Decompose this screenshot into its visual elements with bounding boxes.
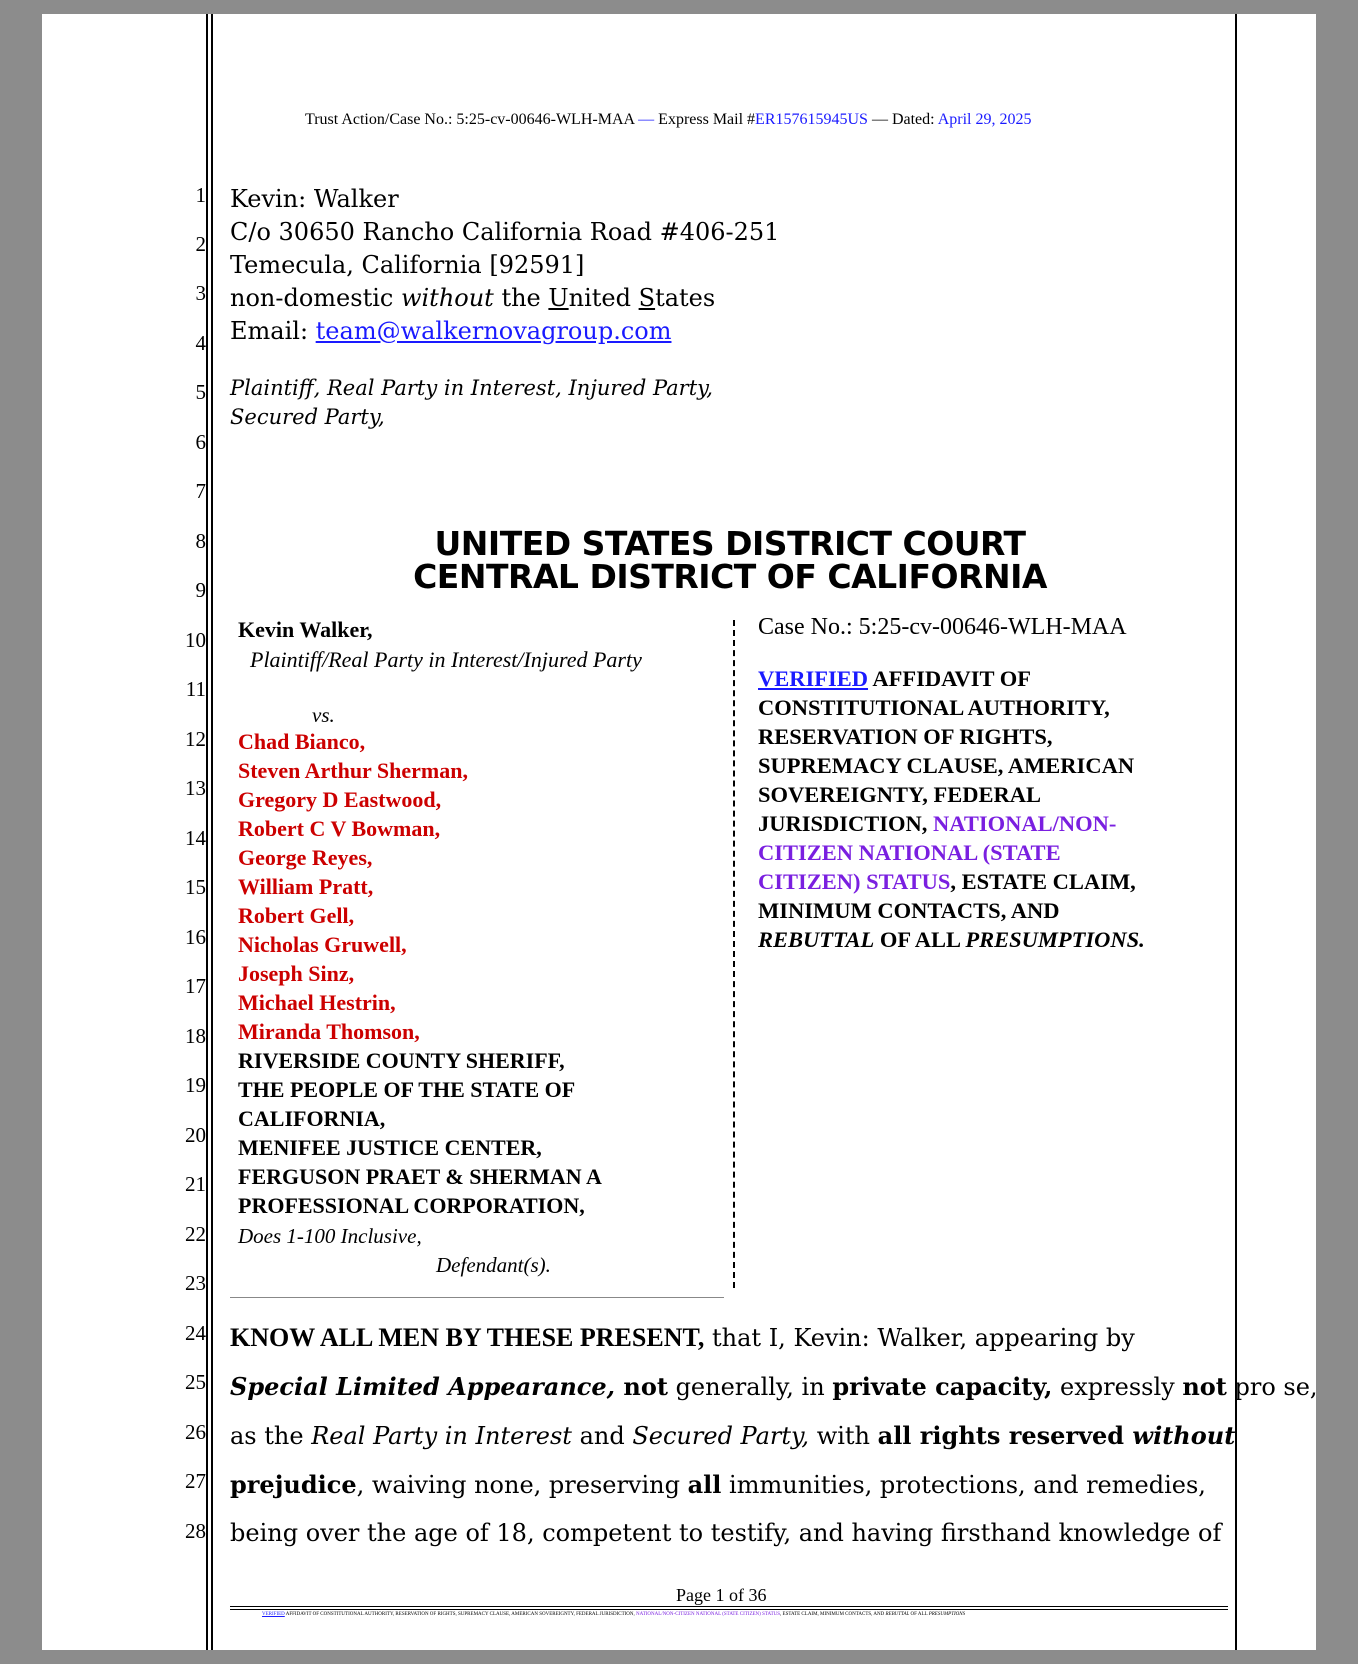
title-line: CITIZEN NATIONAL (STATE xyxy=(758,840,1061,865)
body-bold-italic: Special Limited Appearance, xyxy=(230,1372,616,1401)
title-line xyxy=(758,869,1136,895)
title-line: MINIMUM CONTACTS, AND xyxy=(758,898,1060,923)
status-text: the xyxy=(493,284,549,312)
footer-text: , ESTATE CLAIM, MINIMUM CONTACTS, AND xyxy=(780,1612,886,1617)
title-line: RESERVATION OF RIGHTS, xyxy=(758,724,1053,749)
title-text: PRESUMPTIONS. xyxy=(965,927,1145,952)
caption-plaintiff-role: Plaintiff/Real Party in Interest/Injured Party xyxy=(250,647,642,672)
footer-text: PRESUMPTIONS xyxy=(928,1612,966,1617)
body-bold-italic: without xyxy=(1124,1421,1236,1450)
body-italic: Real Party in Interest xyxy=(311,1422,572,1450)
defendant-entity: PROFESSIONAL CORPORATION, xyxy=(238,1193,585,1218)
title-status-text: CITIZEN) STATUS xyxy=(758,869,951,894)
body-line-28: being over the age of 18, competent to testify, and having firsthand knowledge of xyxy=(230,1519,1222,1547)
address-street: C/o 30650 Rancho California Road #406-251 xyxy=(230,218,780,246)
footer-rule xyxy=(230,1609,1228,1610)
line-number: 22 xyxy=(185,1222,206,1246)
status-U: U xyxy=(548,284,569,312)
line-number: 7 xyxy=(195,479,206,503)
defendant-name: Miranda Thomson, xyxy=(238,1019,420,1044)
title-text: REBUTTAL xyxy=(758,927,875,952)
defendant-name: Chad Bianco, xyxy=(238,729,366,754)
line-number: 6 xyxy=(195,430,206,454)
defendant-entity: FERGUSON PRAET & SHERMAN A xyxy=(238,1164,602,1189)
court-name: UNITED STATES DISTRICT COURT xyxy=(434,524,1026,563)
footer-verified: VERIFIED xyxy=(262,1612,285,1617)
status-S: S xyxy=(638,284,656,312)
header-mail-label: Express Mail # xyxy=(658,111,756,128)
body-text-run: as the xyxy=(230,1422,312,1450)
page-header xyxy=(305,111,1032,129)
body-line-27 xyxy=(230,1470,1206,1499)
left-margin-rule-outer xyxy=(206,14,208,1650)
line-number: 17 xyxy=(185,974,206,998)
line-number: 20 xyxy=(185,1123,206,1147)
body-line-24 xyxy=(230,1323,1135,1353)
right-margin-rule xyxy=(1235,14,1237,1650)
line-number: 18 xyxy=(185,1024,206,1048)
body-text-run: with xyxy=(809,1422,878,1450)
line-number: 4 xyxy=(195,331,206,355)
defendant-entity: MENIFEE JUSTICE CENTER, xyxy=(238,1135,542,1160)
defendant-name: Gregory D Eastwood, xyxy=(238,787,442,812)
line-number: 13 xyxy=(185,776,206,800)
line-number: 12 xyxy=(185,727,206,751)
body-text-run: , waiving none, preserving xyxy=(356,1471,688,1499)
defendant-entity: CALIFORNIA, xyxy=(238,1106,386,1131)
line-number: 5 xyxy=(195,380,206,404)
caption-divider xyxy=(733,620,735,1288)
line-number: 16 xyxy=(185,925,206,949)
header-dated-label: Dated: xyxy=(891,111,938,128)
body-bold: KNOW ALL MEN BY THESE PRESENT, xyxy=(230,1323,705,1352)
footer-text: OF ALL xyxy=(909,1612,929,1617)
footer-status: NATIONAL/NON-CITIZEN NATIONAL (STATE CITIZEN) STATUS xyxy=(636,1612,781,1617)
line-number: 11 xyxy=(185,677,206,701)
title-line: SUPREMACY CLAUSE, AMERICAN xyxy=(758,753,1135,778)
line-number: 21 xyxy=(185,1172,206,1196)
email-link[interactable]: team@walkernovagroup.com xyxy=(315,317,672,345)
header-mail-number: ER157615945US xyxy=(755,111,868,128)
line-number: 26 xyxy=(185,1420,206,1444)
defendant-name: Robert Gell, xyxy=(238,903,355,928)
defendant-name: Joseph Sinz, xyxy=(238,961,355,986)
case-number: Case No.: 5:25-cv-00646-WLH-MAA xyxy=(758,614,1127,640)
title-status-text: NATIONAL/NON- xyxy=(933,811,1117,836)
footer-caption xyxy=(262,1612,965,1617)
header-sep: — xyxy=(634,111,659,128)
line-number: 23 xyxy=(185,1271,206,1295)
caption-plaintiff: Kevin Walker, xyxy=(238,617,373,642)
defendant-entity: RIVERSIDE COUNTY SHERIFF, xyxy=(238,1048,565,1073)
line-number: 19 xyxy=(185,1073,206,1097)
body-text-run: pro se, xyxy=(1226,1373,1318,1401)
body-text-run: that I, Kevin: Walker, appearing by xyxy=(704,1324,1135,1352)
body-text-run: generally, in xyxy=(667,1373,833,1401)
line-number: 8 xyxy=(195,529,206,553)
footer-text: AFFIDAVIT OF CONSTITUTIONAL AUTHORITY, RESERVATION OF RIGHTS, SUPREMACY CLAUSE, AMERICAN SOVEREIGNTY, FEDERAL JURISDICTION, xyxy=(284,1612,637,1617)
verified-link[interactable]: VERIFIED xyxy=(758,666,869,691)
address-email xyxy=(230,317,671,345)
body-text-run: immunities, protections, and remedies, xyxy=(721,1471,1206,1499)
line-number: 14 xyxy=(185,826,206,850)
defendant-name: Robert C V Bowman, xyxy=(238,816,441,841)
line-number: 15 xyxy=(185,875,206,899)
email-label: Email: xyxy=(230,317,316,345)
line-number: 9 xyxy=(195,578,206,602)
body-italic: Secured Party, xyxy=(632,1422,810,1450)
header-sep: — xyxy=(867,111,892,128)
party-role-1: Plaintiff, Real Party in Interest, Injured Party, xyxy=(230,376,713,400)
footer-rule xyxy=(230,1606,1228,1607)
defendant-name: Steven Arthur Sherman, xyxy=(238,758,468,783)
body-bold: not xyxy=(1182,1372,1227,1401)
caption-does: Does 1-100 Inclusive, xyxy=(238,1224,422,1248)
defendant-name: William Pratt, xyxy=(238,874,374,899)
line-number: 3 xyxy=(195,281,206,305)
line-number: 1 xyxy=(195,183,206,207)
title-line xyxy=(758,927,1145,953)
title-text: OF ALL xyxy=(874,927,966,952)
caption-vs: vs. xyxy=(312,703,335,727)
status-text: tates xyxy=(655,284,716,312)
caption-defendant-label: Defendant(s). xyxy=(436,1253,551,1277)
title-text: , ESTATE CLAIM, xyxy=(950,869,1136,894)
body-bold: prejudice xyxy=(230,1470,357,1499)
body-text-run: expressly xyxy=(1052,1373,1183,1401)
defendant-name: Nicholas Gruwell, xyxy=(238,932,407,957)
header-case-number: Trust Action/Case No.: 5:25-cv-00646-WLH-MAA xyxy=(305,111,635,128)
court-district: CENTRAL DISTRICT OF CALIFORNIA xyxy=(413,557,1047,596)
address-status xyxy=(230,284,715,312)
line-number: 27 xyxy=(185,1469,206,1493)
address-name: Kevin: Walker xyxy=(230,185,399,213)
title-text: AFFIDAVIT OF xyxy=(868,666,1031,691)
title-line: CONSTITUTIONAL AUTHORITY, xyxy=(758,695,1110,720)
caption-bottom-rule xyxy=(230,1297,724,1298)
line-number: 25 xyxy=(185,1370,206,1394)
defendant-entity: THE PEOPLE OF THE STATE OF xyxy=(238,1077,576,1102)
line-number: 2 xyxy=(195,232,206,256)
address-city: Temecula, California [92591] xyxy=(230,251,585,279)
header-dated-value: April 29, 2025 xyxy=(937,111,1032,128)
line-number: 10 xyxy=(185,628,206,652)
body-bold: private capacity, xyxy=(832,1372,1053,1401)
body-text-run: and xyxy=(571,1422,633,1450)
line-number: 28 xyxy=(185,1519,206,1543)
left-margin-rule-inner xyxy=(211,14,213,1650)
body-bold: all rights reserved xyxy=(877,1421,1125,1450)
defendant-name: Michael Hestrin, xyxy=(238,990,396,1015)
footer-text: REBUTTAL xyxy=(885,1612,910,1617)
line-number: 24 xyxy=(185,1321,206,1345)
title-line xyxy=(758,666,1031,692)
status-without: without xyxy=(400,284,494,312)
status-text: non-domestic xyxy=(230,284,401,312)
body-line-26 xyxy=(230,1421,1235,1450)
defendant-name: George Reyes, xyxy=(238,845,373,870)
title-line xyxy=(758,811,1116,837)
body-line-25 xyxy=(230,1372,1318,1401)
body-bold: not xyxy=(615,1372,668,1401)
party-role-2: Secured Party, xyxy=(230,405,385,429)
title-line: SOVEREIGNTY, FEDERAL xyxy=(758,782,1041,807)
title-text: JURISDICTION, xyxy=(758,811,934,836)
body-bold: all xyxy=(687,1470,722,1499)
page-number: Page 1 of 36 xyxy=(676,1585,767,1605)
status-text: nited xyxy=(568,284,639,312)
